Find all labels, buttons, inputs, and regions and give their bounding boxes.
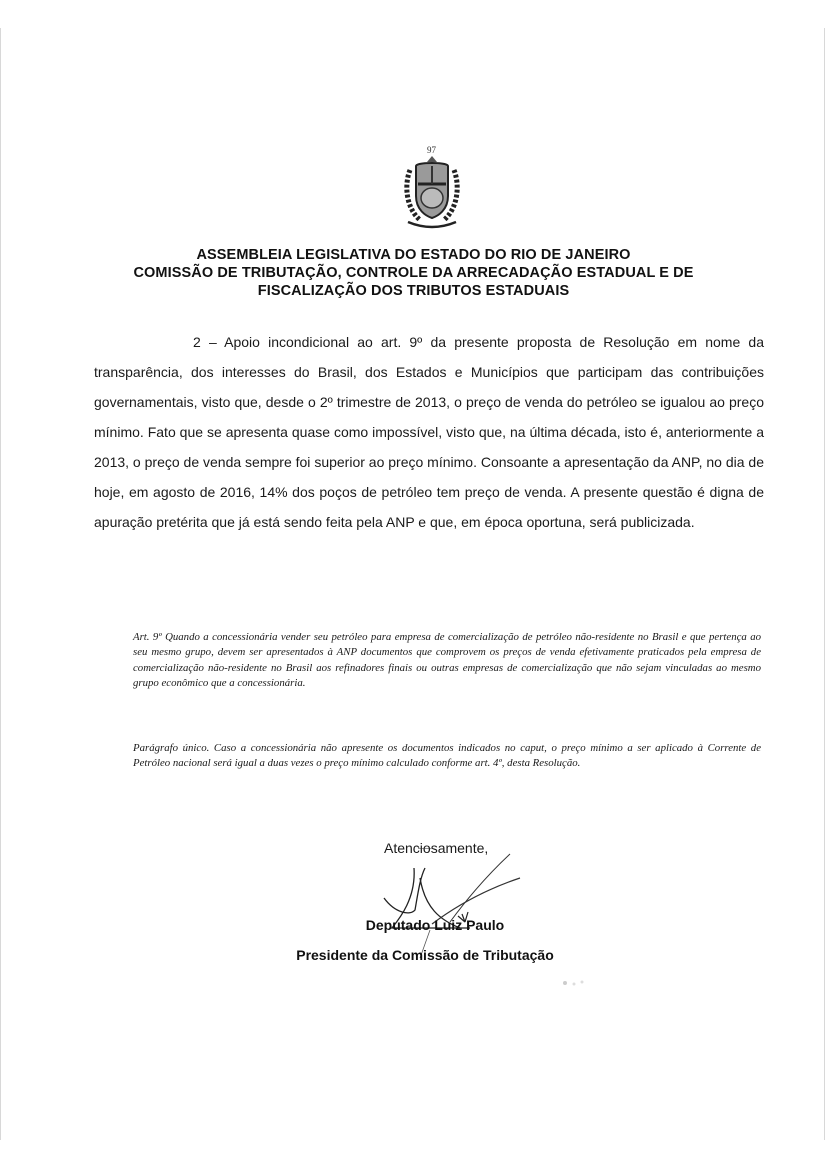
signer-title: Presidente da Comissão de Tributação [296,947,554,963]
quoted-paragraph: Parágrafo único. Caso a concessionária não apresente os documentos indicados no caput, o preço mínimo a ser aplicado à Corrente de Petróleo nacional será igual a duas vezes o preço mínimo calculado conforme art. 4º, desta Resolução. [133,742,761,770]
handwritten-signature [370,848,540,960]
closing-salutation: Atenciosamente, [384,840,489,856]
document-header [60,246,767,300]
coat-of-arms-icon [394,140,470,232]
scan-smudge [560,978,590,988]
coat-of-arms-seal [394,140,470,232]
svg-text:97: 97 [427,145,436,155]
quoted-article: Art. 9º Quando a concessionária vender seu petróleo para empresa de comercialização de petróleo não-residente no Brasil e que pertença ao seu mesmo grupo, devem ser apresentados à ANP documentos que comprovem os preços de venda efetivamente praticados pela empresa de comercialização não-residente no Brasil aos refinadores finais ou outras empresas de comercialização que não sejam vinculadas ao mesmo grupo econômico que a concessionária. [133,631,761,689]
header-institution: ASSEMBLEIA LEGISLATIVA DO ESTADO DO RIO DE JANEIRO [196,247,631,263]
header-commission-cont: FISCALIZAÇÃO DOS TRIBUTOS ESTADUAIS [257,283,570,299]
header-commission: COMISSÃO DE TRIBUTAÇÃO, CONTROLE DA ARRECADAÇÃO ESTADUAL E DE [133,265,694,281]
signer-name: Deputado Luiz Paulo [365,917,505,933]
body-paragraph: 2 – Apoio incondicional ao art. 9º da presente proposta de Resolução em nome da transparência, dos interesses do Brasil, dos Estados e Municípios que participam das contribuições governamentais, visto que, desde o 2º trimestre de 2013, o preço de venda do petróleo se igualou ao preço mínimo. Fato que se apresenta quase como impossível, visto que, na última década, isto é, anteriormente a 2013, o preço de venda sempre foi superior ao preço mínimo. Consoante a apresentação da ANP, no dia de hoje, em agosto de 2016, 14% dos poços de petróleo tem preço de venda. A presente questão é digna de apuração pretérita que já está sendo feita pela ANP e que, em época oportuna, será publicizada. [94,334,764,530]
